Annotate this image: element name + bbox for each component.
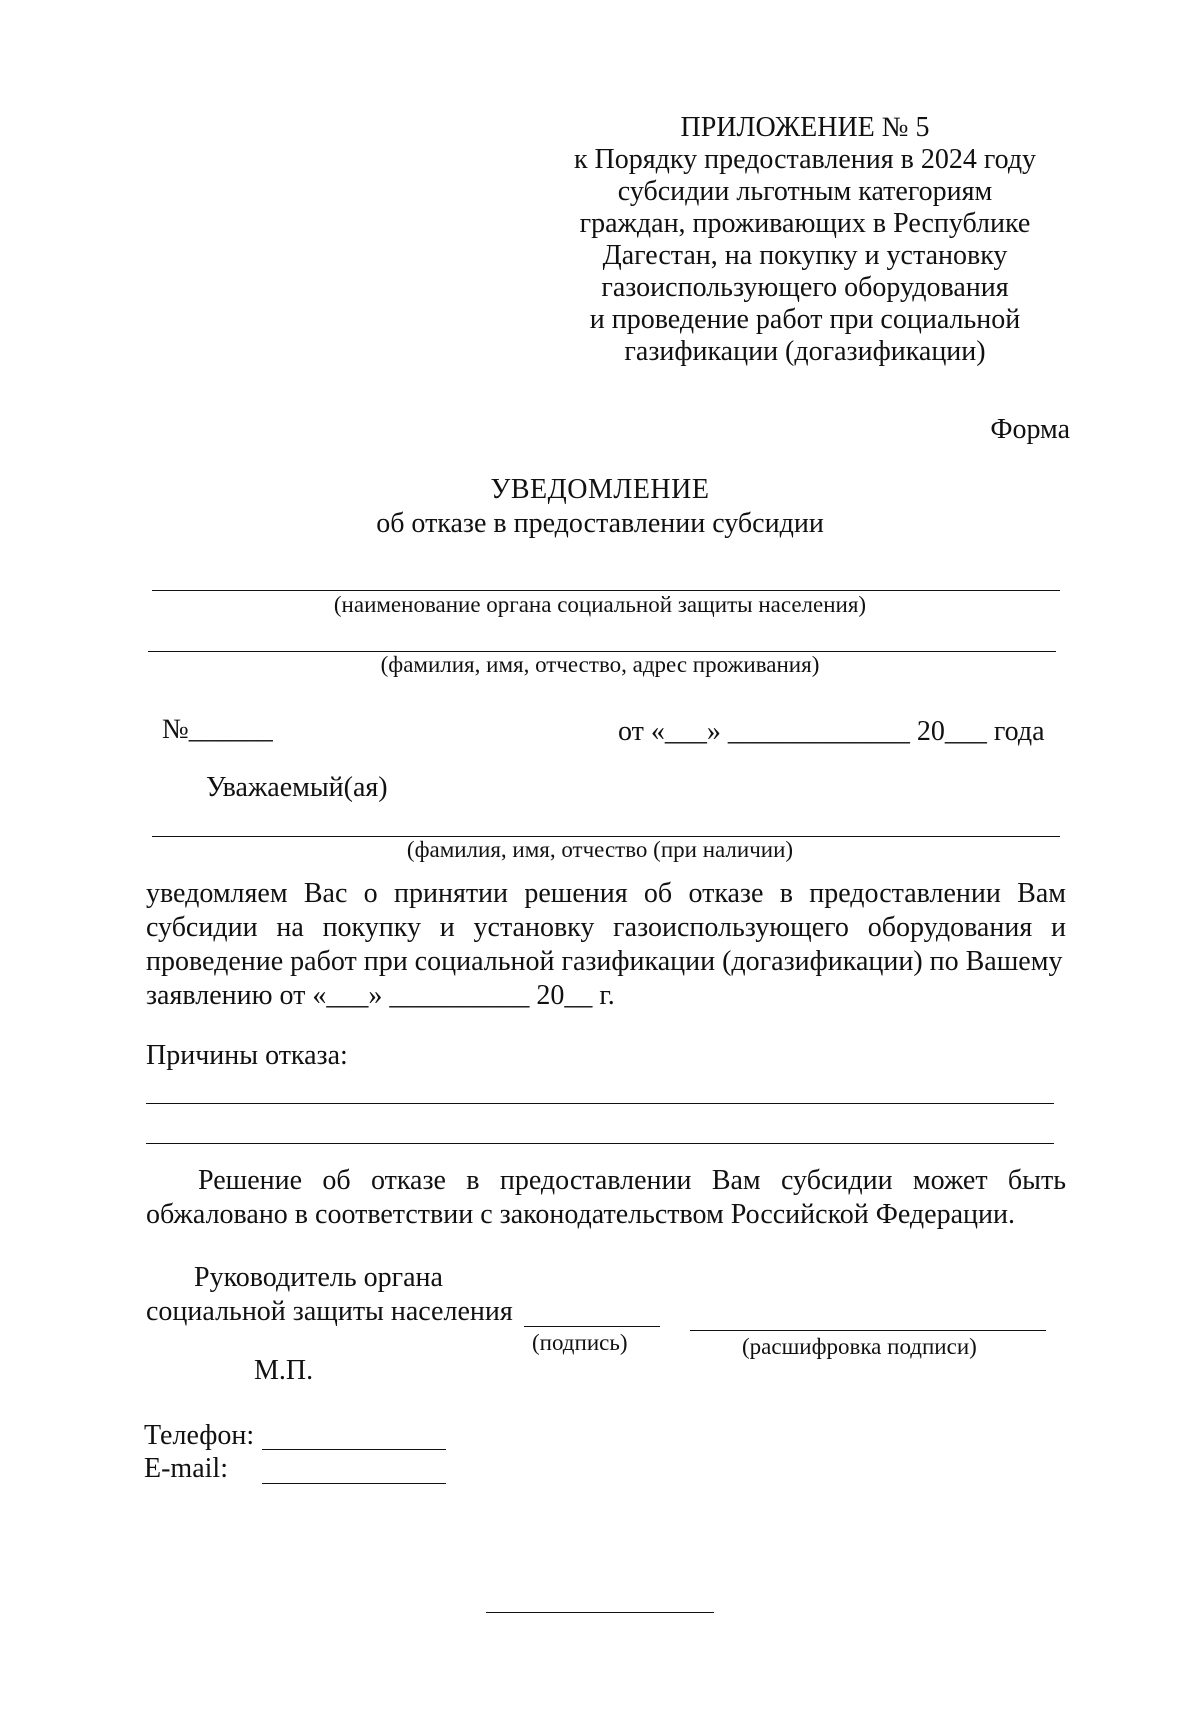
salutation: Уважаемый(ая) bbox=[206, 772, 388, 803]
signature-decode-caption: (расшифровка подписи) bbox=[742, 1334, 977, 1359]
appendix-line: Дагестан, на покупку и установку bbox=[602, 240, 1008, 271]
appendix-line: субсидии льготным категориям bbox=[617, 176, 993, 207]
phone-label: Телефон: bbox=[144, 1420, 255, 1451]
notice-title: УВЕДОМЛЕНИЕ bbox=[490, 474, 710, 505]
number-field[interactable]: №______ bbox=[162, 714, 273, 745]
body-paragraph: уведомляем Вас о принятии решения об отказе в предоставлении Вам субсидии на покупку и установку газоиспользующего оборудования и проведение работ при социальной газификации (догазификации) по Вашему bbox=[146, 878, 1066, 977]
stamp-label: М.П. bbox=[254, 1355, 314, 1386]
notice-subtitle: об отказе в предоставлении субсидии bbox=[376, 508, 824, 539]
organ-name-caption: (наименование органа социальной защиты населения) bbox=[333, 592, 867, 617]
signature-decode-line[interactable] bbox=[690, 1330, 1046, 1331]
date-field[interactable]: от «___» _____________ 20___ года bbox=[618, 716, 1045, 747]
reasons-label: Причины отказа: bbox=[146, 1040, 348, 1071]
reasons-line-2[interactable] bbox=[146, 1143, 1054, 1144]
appendix-line: газификации (догазификации) bbox=[624, 336, 986, 367]
phone-line[interactable] bbox=[262, 1449, 446, 1450]
appendix-header bbox=[540, 112, 1070, 368]
appendix-line: и проведение работ при социальной bbox=[589, 304, 1021, 335]
head-title-line1: Руководитель органа bbox=[194, 1262, 443, 1293]
appendix-line: к Порядку предоставления в 2024 году bbox=[573, 144, 1037, 175]
form-label: Форма bbox=[990, 414, 1070, 445]
body-last-line: заявлению от «___» __________ 20__ г. bbox=[146, 980, 615, 1011]
signature-line[interactable] bbox=[524, 1326, 660, 1327]
recipient-caption: (фамилия, имя, отчество, адрес проживания) bbox=[380, 652, 820, 677]
email-label: E-mail: bbox=[144, 1453, 228, 1484]
reasons-line-1[interactable] bbox=[146, 1103, 1054, 1104]
addressee-caption: (фамилия, имя, отчество (при наличии) bbox=[406, 837, 794, 862]
organ-name-line[interactable] bbox=[152, 590, 1060, 591]
signature-caption: (подпись) bbox=[532, 1330, 628, 1355]
appendix-line: граждан, проживающих в Республике bbox=[579, 208, 1031, 239]
appeal-text: Решение об отказе в предоставлении Вам субсидии может быть обжаловано в соответствии с законодательством Российской Федерации. bbox=[146, 1165, 1066, 1230]
head-title-line2: социальной защиты населения bbox=[146, 1296, 513, 1327]
email-line[interactable] bbox=[262, 1483, 446, 1484]
appendix-line: газоиспользующего оборудования bbox=[601, 272, 1009, 303]
notice-body bbox=[146, 877, 1066, 1013]
appendix-title: ПРИЛОЖЕНИЕ № 5 bbox=[680, 112, 930, 143]
closing-separator bbox=[486, 1612, 714, 1613]
